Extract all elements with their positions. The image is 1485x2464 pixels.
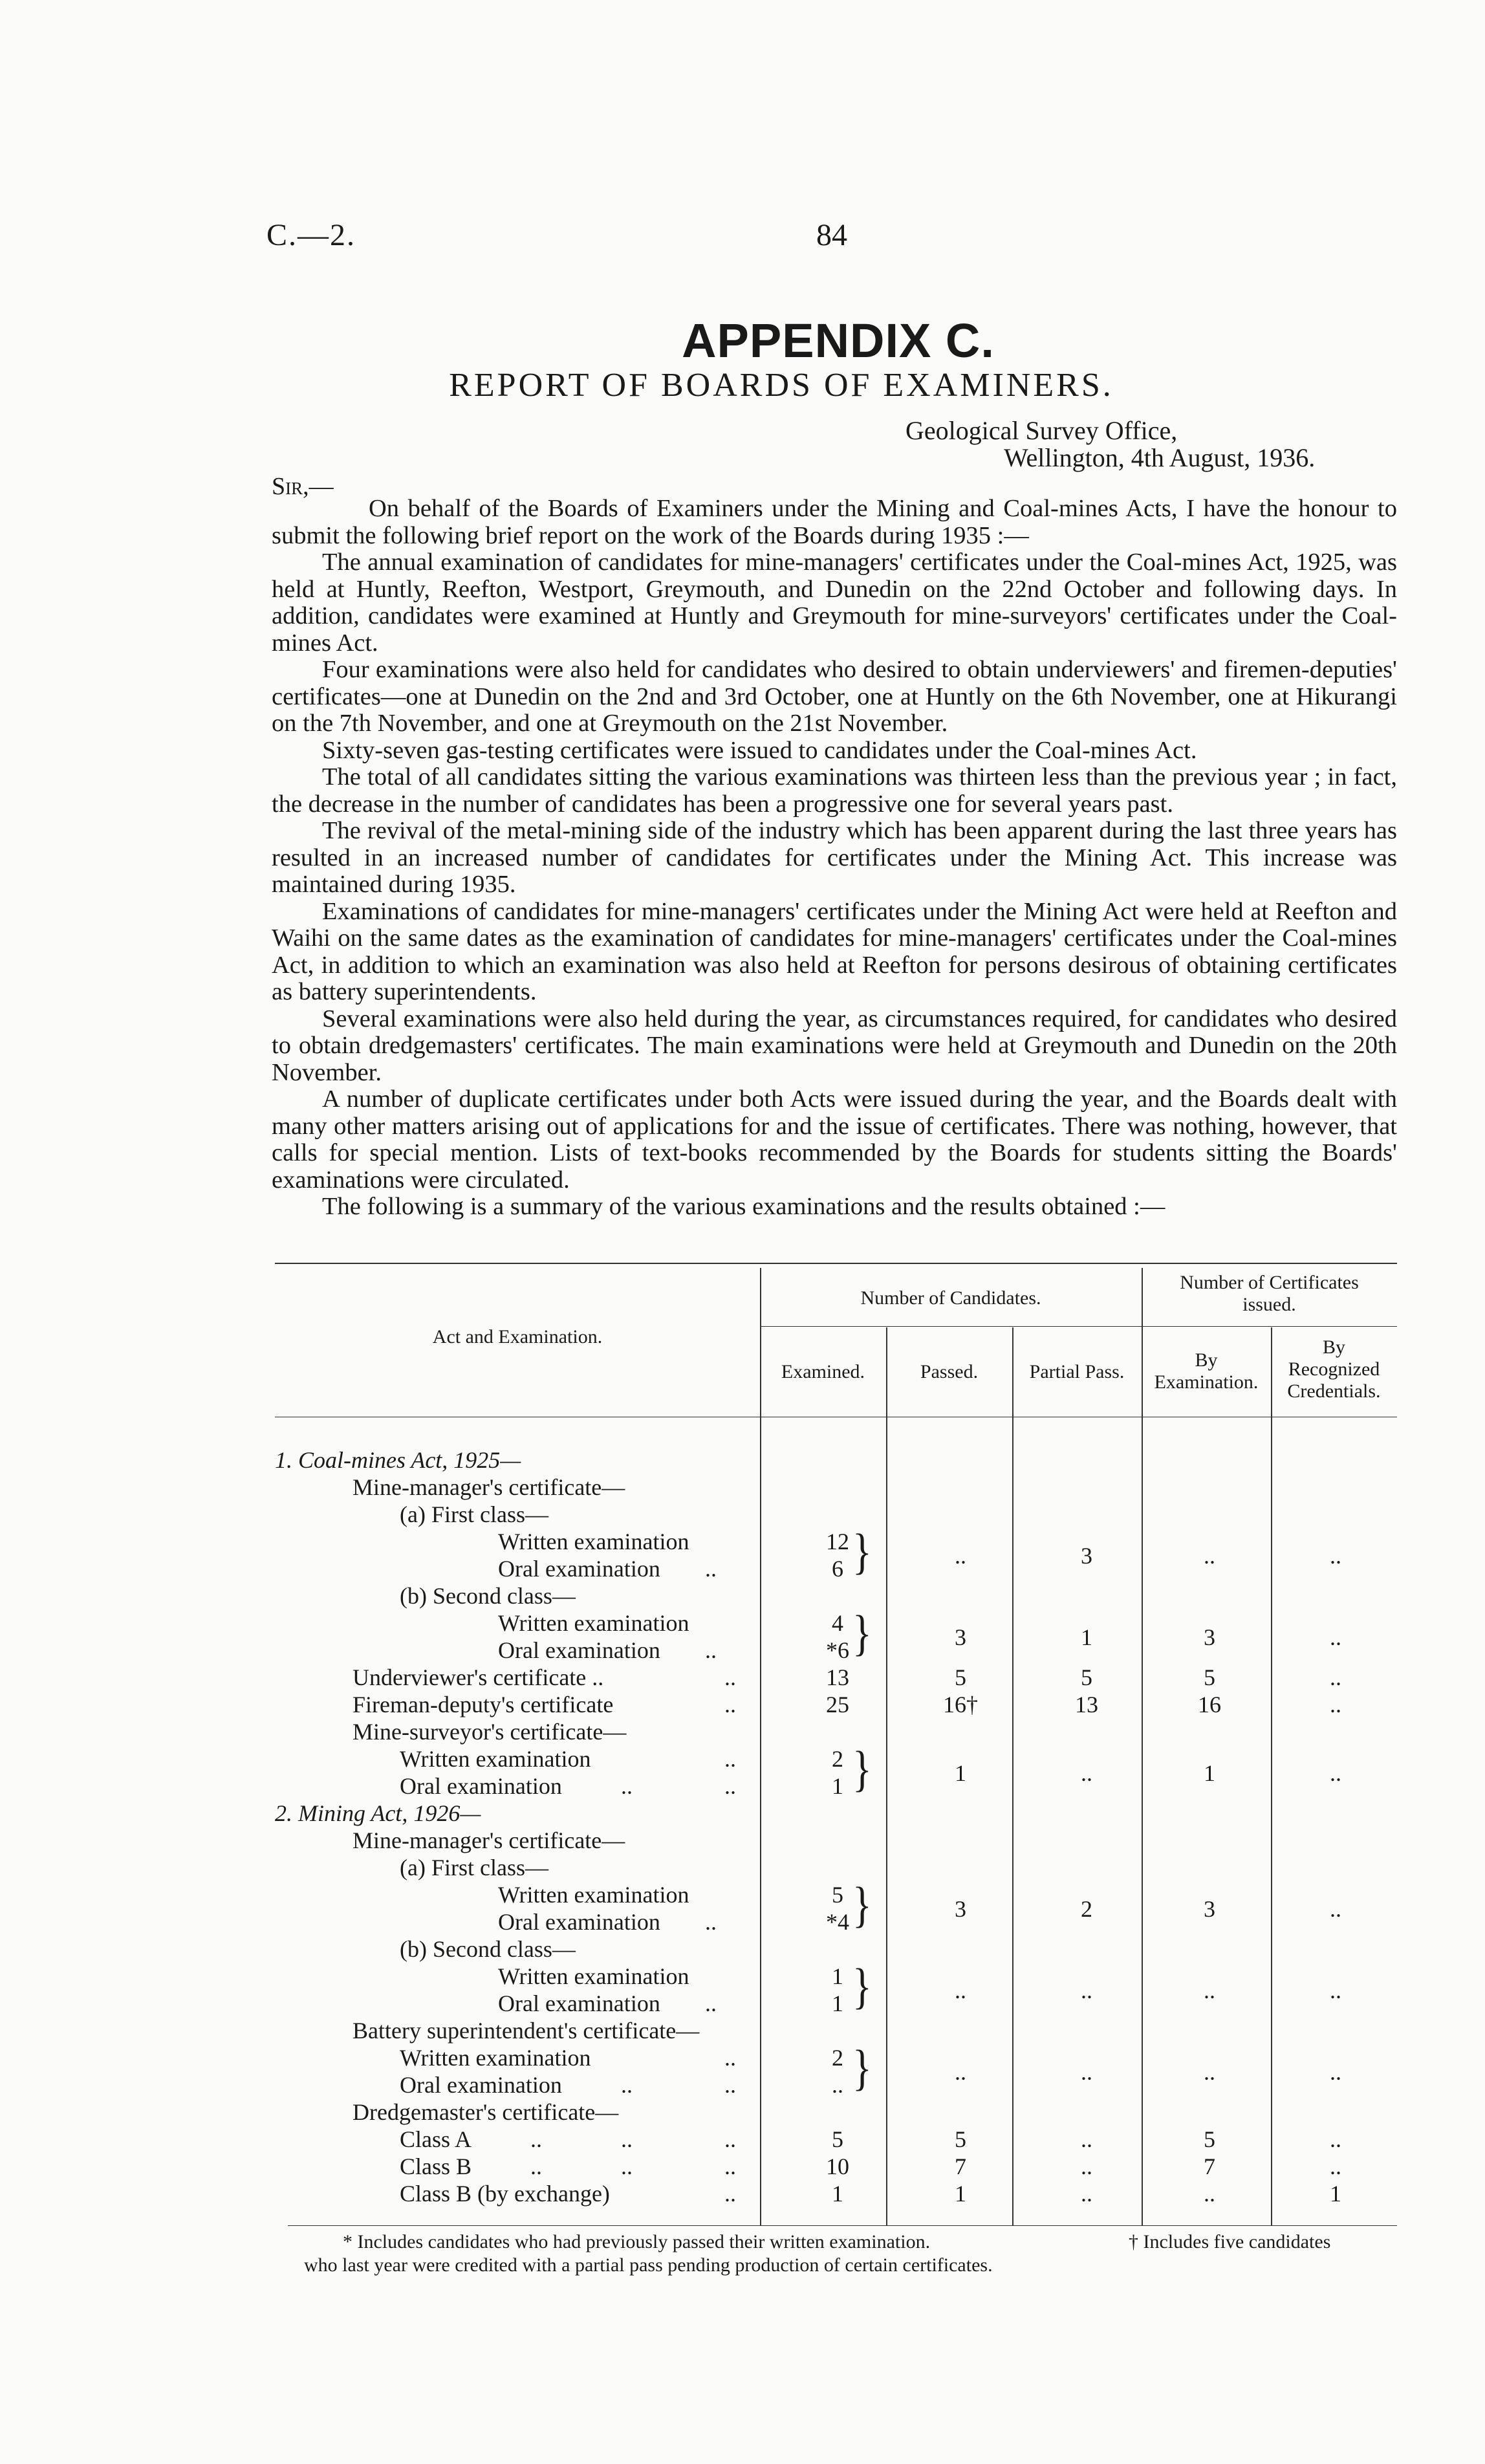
cell-by-cred: .. — [1330, 1978, 1341, 2003]
table-row — [0, 1446, 1485, 1474]
footnote-dagger: † Includes five candidates — [1129, 2231, 1331, 2252]
cell-examined: *6 — [826, 1637, 849, 1663]
cell-passed: 1 — [955, 2181, 966, 2207]
table-row: Oral examination .. — [498, 1990, 717, 2016]
cell-passed: 3 — [955, 1624, 966, 1650]
cell-by-cred: .. — [1330, 1543, 1341, 1569]
paragraph: Examinations of candidates for mine-managers' certificates under the Mining Act were held at Reefton and Waihi on the same dates as the examination of candidates for mine-managers' certificates under the Coal-mines Act, in addition to which an examination was also held at Reefton for persons desirous of obtaining certificates as battery superintendents. — [272, 897, 1397, 1005]
table-row: Class B (by exchange) .. — [400, 2181, 736, 2207]
table-top-rule — [275, 1263, 1397, 1264]
cell-by-cred: .. — [1330, 1664, 1341, 1690]
table-row: Class B .. .. .. — [400, 2153, 736, 2179]
row-label: Written examination — [498, 1963, 689, 1989]
cell-passed: 1 — [955, 1760, 966, 1786]
row-label: Mine-manager's certificate— — [352, 1474, 625, 1500]
cell-examined: 5 — [832, 2126, 843, 2152]
table-row — [0, 1854, 1485, 1881]
cell-examined: *4 — [826, 1909, 849, 1935]
header-partial-pass: Partial Pass. — [1029, 1361, 1125, 1382]
cell-by-exam: 5 — [1204, 1664, 1215, 1690]
paragraph: The annual examination of candidates for mine-managers' certificates under the Coal-mines Act, 1925, was held at Huntly, Reefton, Westport, Greymouth, and Dunedin on the 22nd October and following days. In addition, candidates were examined at Huntly and Greymouth for mine-surveyors' certificates under the Coal-mines Act. — [272, 549, 1397, 657]
table-row — [0, 1935, 1485, 1963]
paragraph: The total of all candidates sitting the various examinations was thirteen less than the previous year ; in fact, the decrease in the number of candidates has been a progressive one for several years past. — [272, 763, 1397, 818]
cell-passed: .. — [955, 1543, 966, 1569]
cell-examined: 13 — [826, 1664, 849, 1690]
document-reference: C.—2. — [266, 218, 356, 252]
address-line-2: Wellington, 4th August, 1936. — [1004, 443, 1316, 472]
cell-examined: 1 — [832, 2181, 843, 2207]
header-passed: Passed. — [920, 1361, 979, 1382]
table-row — [0, 1501, 1485, 1528]
cell-partial: .. — [1081, 1760, 1092, 1786]
row-label: Dredgemaster's certificate— — [352, 2099, 619, 2125]
row-label: Class A — [400, 2126, 472, 2152]
table-row — [0, 1718, 1485, 1745]
brace-mark: } — [852, 1524, 872, 1580]
footnote-dagger-continued: who last year were credited with a partial pass pending production of certain certificates. — [304, 2254, 993, 2276]
table-row: Written examination .. — [400, 2045, 736, 2071]
cell-examined: 2 — [832, 1746, 843, 1772]
cell-partial: .. — [1081, 2126, 1092, 2152]
cell-passed: 5 — [955, 2126, 966, 2152]
paragraph: The following is a summary of the various examinations and the results obtained :— — [322, 1193, 1165, 1220]
cell-passed: .. — [955, 1978, 966, 2003]
cell-examined: 1 — [832, 1963, 843, 1989]
row-label: Fireman-deputy's certificate — [352, 1692, 614, 1717]
row-label: Class B (by exchange) — [400, 2181, 610, 2207]
row-label: Written examination — [400, 1746, 591, 1772]
table-row — [0, 1827, 1485, 1854]
cell-by-exam: 3 — [1204, 1896, 1215, 1922]
cell-by-cred: .. — [1330, 1624, 1341, 1650]
cell-examined: 25 — [826, 1692, 849, 1717]
row-label: Written examination — [498, 1529, 689, 1554]
table-row: Fireman-deputy's certificate .. — [352, 1692, 736, 1717]
cell-partial: 2 — [1081, 1896, 1092, 1922]
cell-by-exam: .. — [1204, 1543, 1215, 1569]
cell-passed: 3 — [955, 1896, 966, 1922]
salutation: Sir,— — [272, 473, 334, 500]
cell-by-cred: .. — [1330, 2153, 1341, 2179]
header-by-examination: By Examination. — [1154, 1349, 1259, 1393]
cell-passed: .. — [955, 2059, 966, 2085]
cell-by-cred: 1 — [1330, 2181, 1341, 2207]
row-label: Class B — [400, 2153, 472, 2179]
header-by-credentials: By Recognized Credentials. — [1287, 1336, 1381, 1402]
paragraph: The revival of the metal-mining side of the industry which has been apparent during the last three years has resulted in an increased number of candidates for certificates under the Mining Act. This increase was maintained during 1935. — [272, 817, 1397, 898]
table-row — [0, 2099, 1485, 2126]
cell-passed: 7 — [955, 2153, 966, 2179]
table-row: Written examination .. — [400, 1746, 736, 1772]
table-row — [0, 1582, 1485, 1609]
paragraph: Sixty-seven gas-testing certificates were issued to candidates under the Coal-mines Act. — [322, 736, 1197, 764]
footnote-star: * Includes candidates who had previously passed their written examination. — [343, 2231, 931, 2252]
table-row: Oral examination .. — [498, 1637, 717, 1663]
report-subtitle: REPORT OF BOARDS OF EXAMINERS. — [449, 367, 1114, 404]
row-label: Mine-manager's certificate— — [352, 1827, 625, 1853]
cell-by-exam: .. — [1204, 1978, 1215, 2003]
cell-partial: 13 — [1075, 1692, 1098, 1717]
cell-by-cred: .. — [1330, 2059, 1341, 2085]
brace-mark: } — [852, 1606, 872, 1661]
cell-partial: .. — [1081, 2059, 1092, 2085]
cell-by-exam: 7 — [1204, 2153, 1215, 2179]
row-label: Underviewer's certificate .. — [352, 1664, 604, 1690]
cell-by-exam: 16 — [1198, 1692, 1221, 1717]
cell-by-cred: .. — [1330, 1760, 1341, 1786]
header-number-candidates: Number of Candidates. — [860, 1287, 1041, 1309]
table-row: Underviewer's certificate .. .. — [352, 1664, 736, 1690]
row-label: Written examination — [400, 2045, 591, 2071]
cell-by-cred: .. — [1330, 2126, 1341, 2152]
cell-passed: 5 — [955, 1664, 966, 1690]
header-act-examination: Act and Examination. — [432, 1326, 603, 1347]
row-label: Oral examination — [400, 2072, 562, 2098]
cell-examined: 1 — [832, 1773, 843, 1799]
header-examined: Examined. — [781, 1361, 865, 1382]
cell-examined: 12 — [826, 1529, 849, 1554]
cell-examined: 4 — [832, 1610, 843, 1636]
row-label: Oral examination — [400, 1773, 562, 1799]
cell-examined: .. — [832, 2072, 843, 2098]
row-label: (a) First class— — [400, 1855, 548, 1881]
appendix-title: APPENDIX C. — [682, 314, 995, 367]
header-certificates: Number of Certificates issued. — [1180, 1272, 1359, 1315]
address-line-1: Geological Survey Office, — [905, 416, 1178, 445]
cell-examined: 5 — [832, 1882, 843, 1908]
row-label: Mine-surveyor's certificate— — [352, 1719, 627, 1745]
cell-partial: 3 — [1081, 1543, 1092, 1569]
paragraph: Several examinations were also held during the year, as circumstances required, for candidates who desired to obtain dredgemasters' certificates. The main examinations were held at Greymouth and Dunedin on the 20th November. — [272, 1005, 1397, 1086]
row-label: Oral examination — [498, 1990, 660, 2016]
row-label: Oral examination — [498, 1637, 660, 1663]
table-row: Oral examination .. .. — [400, 1773, 736, 1799]
table-bottom-rule — [288, 2225, 1397, 2226]
cell-examined: 1 — [832, 1990, 843, 2016]
cell-examined: 6 — [832, 1556, 843, 1582]
header-divider — [760, 1326, 1142, 1327]
row-label: Oral examination — [498, 1556, 660, 1582]
brace-mark: } — [852, 1741, 872, 1797]
page-number: 84 — [816, 218, 847, 252]
table-row: Oral examination .. .. — [400, 2072, 736, 2098]
brace-mark: } — [852, 1877, 872, 1933]
cell-by-exam: 3 — [1204, 1624, 1215, 1650]
row-label: Battery superintendent's certificate— — [352, 2018, 700, 2044]
report-body — [272, 496, 1397, 1221]
cell-by-exam: .. — [1204, 2181, 1215, 2207]
cell-partial: .. — [1081, 2153, 1092, 2179]
table-row — [0, 1474, 1485, 1501]
brace-mark: } — [852, 1959, 872, 2014]
cell-examined: 2 — [832, 2045, 843, 2071]
section-label: 1. Coal-mines Act, 1925— — [275, 1447, 521, 1473]
cell-by-exam: 5 — [1204, 2126, 1215, 2152]
paragraph: A number of duplicate certificates under both Acts were issued during the year, and the Boards dealt with many other matters arising out of applications for and the issue of certificates. There was nothing, however, that calls for special mention. Lists of text-books recommended by the Boards for students sitting the Boards' examinations were circulated. — [272, 1085, 1397, 1194]
table-row — [0, 1800, 1485, 1827]
brace-mark: } — [852, 2040, 872, 2096]
cell-by-cred: .. — [1330, 1692, 1341, 1717]
section-label: 2. Mining Act, 1926— — [275, 1800, 481, 1826]
cell-examined: 10 — [826, 2153, 849, 2179]
row-label: (b) Second class— — [400, 1936, 576, 1962]
cell-by-exam: 1 — [1204, 1760, 1215, 1786]
table-row — [0, 2017, 1485, 2044]
table-row: Class A .. .. .. — [400, 2126, 736, 2152]
cell-passed: 16† — [943, 1692, 978, 1717]
cell-by-exam: .. — [1204, 2059, 1215, 2085]
paragraph: On behalf of the Boards of Examiners under the Mining and Coal-mines Acts, I have the honour to submit the following brief report on the work of the Boards during 1935 :— — [272, 495, 1397, 549]
cell-by-cred: .. — [1330, 1896, 1341, 1922]
cell-partial: .. — [1081, 1978, 1092, 2003]
cell-partial: 1 — [1081, 1624, 1092, 1650]
row-label: Written examination — [498, 1882, 689, 1908]
row-label: Oral examination — [498, 1909, 660, 1935]
header-divider — [1142, 1326, 1397, 1327]
paragraph: Four examinations were also held for candidates who desired to obtain underviewers' and firemen-deputies' certificates—one at Dunedin on the 2nd and 3rd October, one at Huntly on the 6th November, one at Hikurangi on the 7th November, and one at Greymouth on the 21st November. — [272, 656, 1397, 737]
table-row: Oral examination .. — [498, 1556, 717, 1582]
cell-partial: 5 — [1081, 1664, 1092, 1690]
row-label: (b) Second class— — [400, 1583, 576, 1609]
table-row: Oral examination .. — [498, 1909, 717, 1935]
cell-partial: .. — [1081, 2181, 1092, 2207]
row-label: Written examination — [498, 1610, 689, 1636]
row-label: (a) First class— — [400, 1501, 548, 1527]
